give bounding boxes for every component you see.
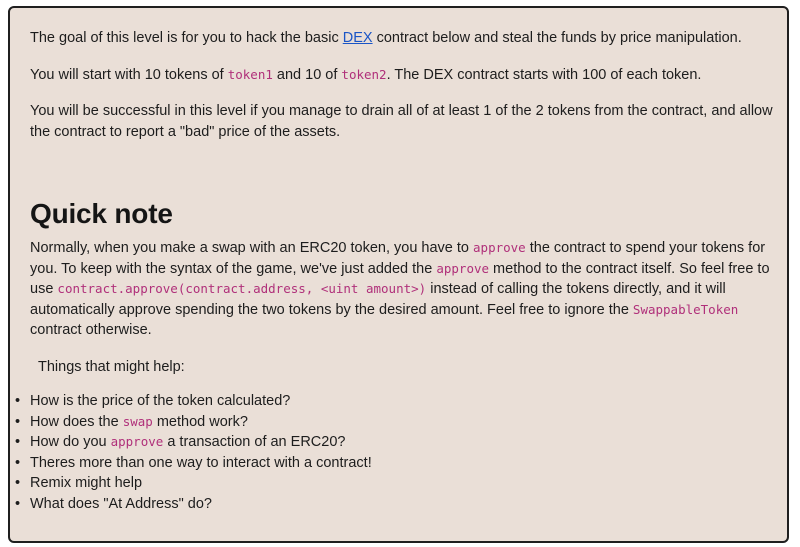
help-list-item — [15, 412, 775, 433]
swap-code: swap — [122, 413, 153, 429]
help-list-item — [15, 453, 775, 474]
help-item-text: Theres more than one way to interact with a contract! — [30, 454, 372, 471]
help-list — [15, 391, 775, 514]
bullet-icon: • — [15, 434, 21, 450]
dex-link[interactable]: DEX — [342, 30, 373, 46]
approve-code: approve — [473, 240, 526, 255]
contract-approve-code: contract.approve(contract.address, <uint amount>) — [57, 281, 427, 296]
bullet-icon: • — [15, 454, 21, 471]
intro-tokens-end: . The DEX contract starts with 100 of each token. — [386, 66, 702, 83]
bullet-icon: • — [15, 475, 21, 491]
help-list-item — [15, 391, 775, 412]
intro-paragraph-goal — [30, 28, 775, 49]
level-description-content — [15, 28, 775, 514]
help-item-text: What does "At Address" do? — [30, 495, 212, 512]
token2-code: token2 — [341, 66, 387, 82]
token1-code: token1 — [227, 66, 273, 82]
intro-goal-text-end: contract below and steal the funds by price manipulation. — [372, 30, 742, 46]
quick-note-text: Normally, when you make a swap with an ERC20 token, you have to — [30, 240, 474, 256]
help-item-text: How is the price of the token calculated? — [30, 393, 291, 409]
level-description-panel — [8, 6, 789, 543]
help-item-text: a transaction of an ERC20? — [163, 434, 346, 450]
approve-code: approve — [110, 434, 164, 449]
help-item-text: Remix might help — [30, 475, 143, 491]
help-item-text: How do you — [30, 434, 111, 450]
bullet-icon: • — [15, 413, 21, 430]
quick-note-text: contract otherwise. — [30, 322, 152, 338]
quick-note-text: instead of calling the tokens directly, and it will automatically approve spending the two tokens by the desired amount. Feel free to ignore the — [30, 281, 726, 318]
bullet-icon: • — [15, 393, 21, 409]
intro-paragraph-tokens — [30, 65, 775, 86]
intro-paragraph-success: You will be successful in this level if you manage to drain all of at least 1 of the 2 tokens from the contract, and allow the contract to report a "bad" price of the assets. — [30, 103, 773, 140]
help-item-text: method work? — [152, 413, 248, 430]
quick-note-paragraph — [30, 238, 775, 341]
help-item-text: How does the — [30, 413, 123, 430]
swappable-token-code: SwappableToken — [632, 301, 739, 317]
quick-note-heading: Quick note — [30, 198, 173, 229]
bullet-icon: • — [15, 495, 21, 512]
approve-code: approve — [436, 260, 490, 276]
intro-tokens-mid: and 10 of — [272, 66, 342, 83]
quick-note-text: the contract to spend your tokens for you. To keep with the syntax of the game, we've just added the — [30, 240, 766, 277]
intro-tokens-text: You will start with 10 tokens of — [30, 66, 228, 83]
intro-goal-text: The goal of this level is for you to hack the basic — [30, 30, 343, 46]
quick-note-text: method to the contract itself. So feel free to use — [30, 260, 770, 297]
help-list-item — [15, 473, 775, 494]
help-list-item — [15, 494, 775, 515]
help-list-item — [15, 432, 775, 453]
help-heading: Things that might help: — [38, 358, 185, 375]
